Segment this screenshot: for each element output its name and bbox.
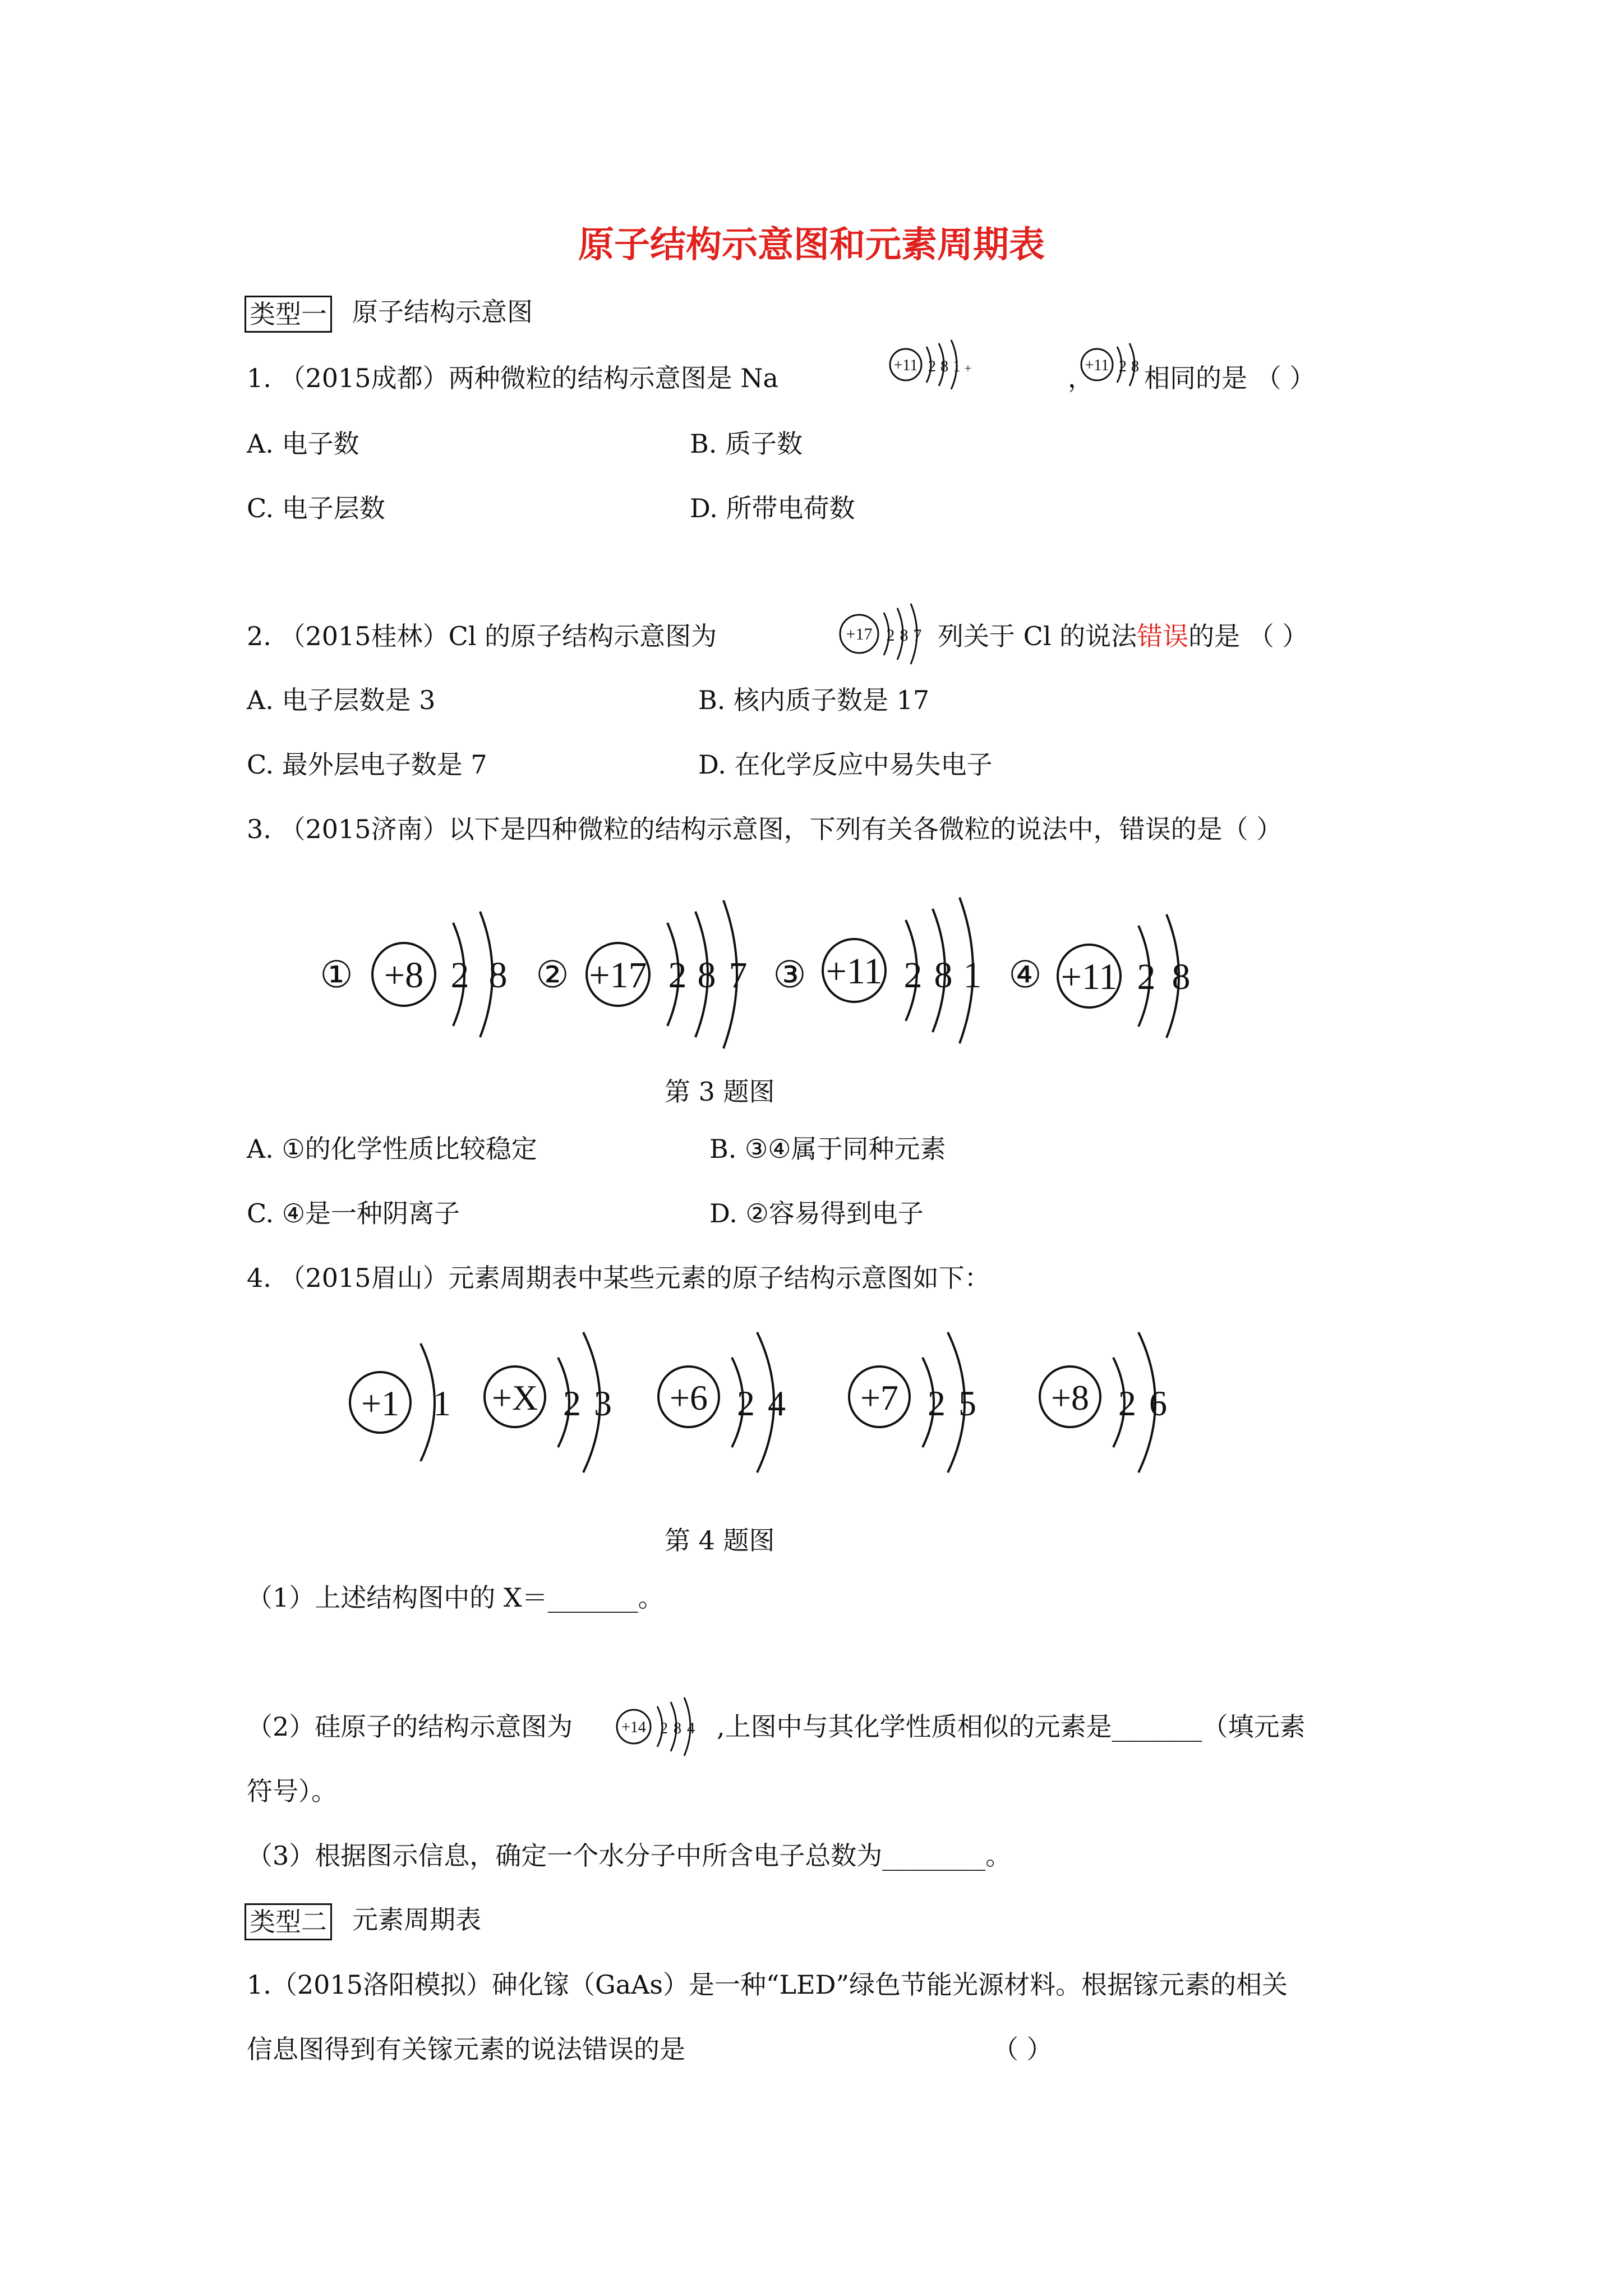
q1-stem-c: 相同的是 （ ） (1144, 363, 1316, 393)
q2-d-nucleus: +17 (846, 625, 873, 643)
q3-d2-label: ② (536, 955, 569, 996)
q3-stem: 3. （2015济南）以下是四种微粒的结构示意图，下列有关各微粒的说法中，错误的是（ ） (247, 814, 1283, 844)
q2-stem: 列关于 Cl 的说法错误的是 （ ） (938, 621, 1308, 651)
q1-d2-shell-1: 2 (1119, 358, 1127, 375)
q2-option-c: C. 最外层电子数是 7 (247, 749, 487, 780)
q3-d1-label: ① (320, 955, 353, 996)
q1-d1-shell-1: 2 (928, 358, 936, 375)
q4-sub2-b: ,上图中与其化学性质相似的元素是_______（填元素 (717, 1711, 1306, 1742)
q3-option-a: A. ①的化学性质比较稳定 (247, 1134, 537, 1164)
section2-title: 元素周期表 (352, 1904, 481, 1935)
q2-option-a: A. 电子层数是 3 (247, 685, 436, 715)
q4-d5-shell-2: 6 (1149, 1383, 1167, 1423)
q4-d2-shell-1: 2 (563, 1383, 581, 1423)
q4-d3-nucleus: +6 (669, 1378, 708, 1418)
q4-sub2-a: （2）硅原子的结构示意图为 (247, 1711, 573, 1742)
q3-d2-nucleus: +17 (589, 955, 647, 996)
q4-sub1: （1）上述结构图中的 X＝_______。 (247, 1582, 664, 1613)
q4-d2-nucleus: +X (491, 1378, 538, 1418)
q1-d1-nucleus: +11 (893, 357, 918, 374)
q3-d3-shell-1: 2 (903, 955, 923, 996)
q1-stem-b: ， (1068, 363, 1094, 393)
q1-option-b: B. 质子数 (690, 429, 803, 459)
q3-d4-shell-1: 2 (1137, 956, 1156, 997)
q3-d1-shell-1: 2 (450, 955, 469, 996)
q4-sub2-diagram (611, 1677, 735, 1761)
page-title: 原子结构示意图和元素周期表 (578, 224, 1045, 266)
q3-option-b: B. ③④属于同种元素 (709, 1134, 946, 1164)
q4-diagrams (336, 1324, 1290, 1492)
q3-d3-shell-2: 8 (934, 955, 953, 996)
q5-line2: 信息图得到有关镓元素的说法错误的是 (247, 2034, 685, 2064)
q1-d1-extra: + (964, 361, 972, 375)
q4-d1-shell-1: 1 (433, 1383, 451, 1423)
q3-option-c: C. ④是一种阴离子 (247, 1198, 460, 1228)
q3-d4-shell-2: 8 (1172, 956, 1191, 997)
q1-d2-shell-2: 8 (1131, 358, 1139, 375)
q4-d4-shell-2: 5 (958, 1383, 976, 1423)
q3-diagrams (303, 886, 1380, 1055)
q3-option-d: D. ②容易得到电子 (709, 1198, 924, 1228)
q4-caption: 第 4 题图 (665, 1525, 775, 1556)
q3-d3-shell-3: 1 (963, 955, 982, 996)
q2-d-shell-2: 8 (900, 626, 909, 645)
q2-d-shell-1: 2 (886, 626, 895, 645)
q4-sub2-shell-2: 8 (674, 1720, 681, 1737)
q4-d5-shell-1: 2 (1118, 1383, 1136, 1423)
q4-d4-shell-1: 2 (928, 1383, 946, 1423)
q1-d1-shell-3: 1 (953, 358, 961, 375)
q3-d1-shell-2: 8 (488, 955, 508, 996)
q4-sub2-c: 符号）。 (247, 1776, 337, 1806)
q2-stem-red: 错误 (1137, 621, 1189, 651)
q4-stem: 4. （2015眉山）元素周期表中某些元素的原子结构示意图如下： (247, 1263, 990, 1293)
q3-d1-nucleus: +8 (384, 955, 424, 996)
q2-option-b: B. 核内质子数是 17 (698, 685, 930, 715)
q4-d1-nucleus: +1 (361, 1383, 400, 1423)
q1-d2-nucleus: +11 (1085, 357, 1109, 374)
q1-option-d: D. 所带电荷数 (690, 493, 855, 523)
q2-stem-a: 2. （2015桂林）Cl 的原子结构示意图为 (247, 621, 717, 651)
q3-caption: 第 3 题图 (665, 1076, 775, 1107)
section2-tag: 类型二 (245, 1903, 332, 1940)
q2-diagram (836, 583, 948, 668)
q4-d3-shell-2: 4 (768, 1383, 786, 1423)
q1-stem-a: 1. （2015成都）两种微粒的结构示意图是 Na (247, 363, 778, 393)
q4-sub2-nucleus: +14 (621, 1719, 646, 1736)
q2-option-d: D. 在化学反应中易失电子 (698, 749, 993, 780)
q3-d2-shell-1: 2 (668, 955, 687, 996)
q3-d4-nucleus: +11 (1061, 956, 1118, 997)
q4-sub2-shell-3: 4 (687, 1720, 695, 1737)
q4-d3-shell-1: 2 (737, 1383, 755, 1423)
q2-d-shell-3: 7 (913, 626, 922, 645)
q4-sub3: （3）根据图示信息，确定一个水分子中所含电子总数为________。 (247, 1841, 1012, 1871)
q5-line1: 1.（2015洛阳模拟）砷化镓（GaAs）是一种“LED”绿色节能光源材料。根据镓元素的相关 (247, 1970, 1288, 2000)
q3-d4-label: ④ (1008, 955, 1042, 996)
q4-d5-nucleus: +8 (1050, 1378, 1090, 1418)
q3-d3-nucleus: +11 (826, 951, 883, 992)
q3-d3-label: ③ (773, 955, 806, 996)
q4-d4-nucleus: +7 (860, 1378, 899, 1418)
q4-d2-shell-2: 3 (594, 1383, 612, 1423)
q1-option-a: A. 电子数 (247, 429, 359, 459)
q1-d1-shell-2: 8 (940, 358, 948, 375)
q4-sub2-shell-1: 2 (660, 1720, 668, 1737)
section1-title: 原子结构示意图 (352, 297, 533, 327)
q3-d2-shell-2: 8 (697, 955, 716, 996)
q1-diagram-1 (886, 337, 998, 421)
q3-d2-shell-3: 7 (728, 955, 748, 996)
q5-paren: （ ） (993, 2034, 1053, 2064)
section1-tag: 类型一 (245, 296, 332, 333)
q1-option-c: C. 电子层数 (247, 493, 385, 523)
